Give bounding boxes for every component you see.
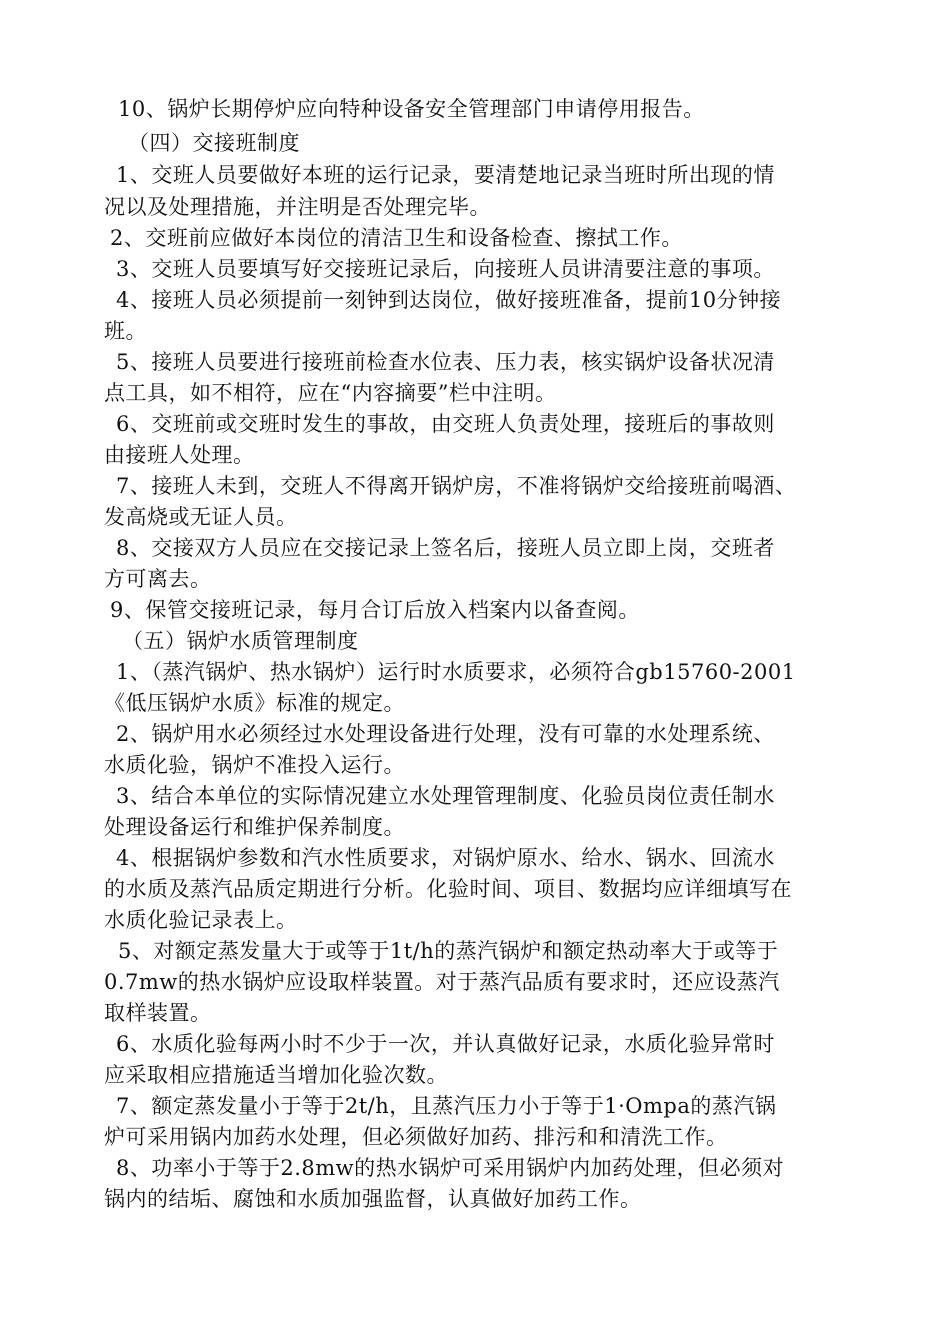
text-line: 处理设备运行和维护保养制度。 [104, 815, 405, 839]
text-line: 5、对额定蒸发量大于或等于1t/h的蒸汽锅炉和额定热动率大于或等于 [118, 939, 779, 963]
text-line: 4、根据锅炉参数和汽水性质要求，对锅炉原水、给水、锅水、回流水 [116, 846, 775, 870]
text-line: 0.7mw的热水锅炉应设取样装置。对于蒸汽品质有要求时，还应设蒸汽 [104, 970, 780, 994]
text-line: 锅内的结垢、腐蚀和水质加强监督，认真做好加药工作。 [104, 1187, 642, 1211]
text-line: 3、交班人员要填写好交接班记录后，向接班人员讲清要注意的事项。 [116, 257, 775, 281]
text-line: 的水质及蒸汽品质定期进行分析。化验时间、项目、数据均应详细填写在 [104, 877, 792, 901]
text-line: 班。 [104, 319, 147, 343]
text-line: 2、交班前应做好本岗位的清洁卫生和设备检查、擦拭工作。 [110, 226, 683, 250]
text-line: 取样装置。 [104, 1001, 212, 1025]
section-heading: （四）交接班制度 [128, 131, 300, 155]
text-line: 4、接班人员必须提前一刻钟到达岗位，做好接班准备，提前10分钟接 [116, 288, 782, 312]
text-line: 10、锅炉长期停炉应向特种设备安全管理部门申请停用报告。 [118, 97, 705, 121]
text-line: 1、（蒸汽锅炉、热水锅炉）运行时水质要求，必须符合gb15760-2001 [116, 660, 796, 684]
text-line: 水质化验，锅炉不准投入运行。 [104, 753, 405, 777]
text-line: 5、接班人员要进行接班前检查水位表、压力表，核实锅炉设备状况清 [116, 350, 775, 374]
text-line: 水质化验记录表上。 [104, 908, 298, 932]
text-line: 1、交班人员要做好本班的运行记录，要清楚地记录当班时所出现的情 [116, 163, 775, 187]
text-line: 炉可采用锅内加药水处理，但必须做好加药、排污和和清洗工作。 [104, 1125, 728, 1149]
text-line: 点工具，如不相符，应在“内容摘要”栏中注明。 [104, 381, 557, 405]
section-heading: （五）锅炉水质管理制度 [122, 629, 359, 653]
text-line: 8、功率小于等于2.8mw的热水锅炉可采用锅炉内加药处理，但必须对 [116, 1156, 785, 1180]
text-line: 6、水质化验每两小时不少于一次，并认真做好记录，水质化验异常时 [116, 1032, 775, 1056]
text-line: 应采取相应措施适当增加化验次数。 [104, 1063, 448, 1087]
text-line: 7、接班人未到，交班人不得离开锅炉房，不准将锅炉交给接班前喝酒、 [116, 474, 797, 498]
text-line: 由接班人处理。 [104, 443, 255, 467]
text-line: 况以及处理措施，并注明是否处理完毕。 [104, 195, 491, 219]
text-line: 方可离去。 [104, 567, 212, 591]
text-line: 9、保管交接班记录，每月合订后放入档案内以备查阅。 [110, 598, 640, 622]
text-line: 8、交接双方人员应在交接记录上签名后，接班人员立即上岗，交班者 [116, 536, 775, 560]
text-line: 《低压锅炉水质》标准的规定。 [104, 691, 405, 715]
text-line: 发高烧或无证人员。 [104, 505, 298, 529]
text-line: 3、结合本单位的实际情况建立水处理管理制度、化验员岗位责任制水 [116, 784, 775, 808]
text-line: 7、额定蒸发量小于等于2t/h，且蒸汽压力小于等于1·Ompa的蒸汽锅 [116, 1094, 777, 1118]
text-line: 6、交班前或交班时发生的事故，由交班人负责处理，接班后的事故则 [116, 412, 775, 436]
text-line: 2、锅炉用水必须经过水处理设备进行处理，没有可靠的水处理系统、 [116, 722, 775, 746]
